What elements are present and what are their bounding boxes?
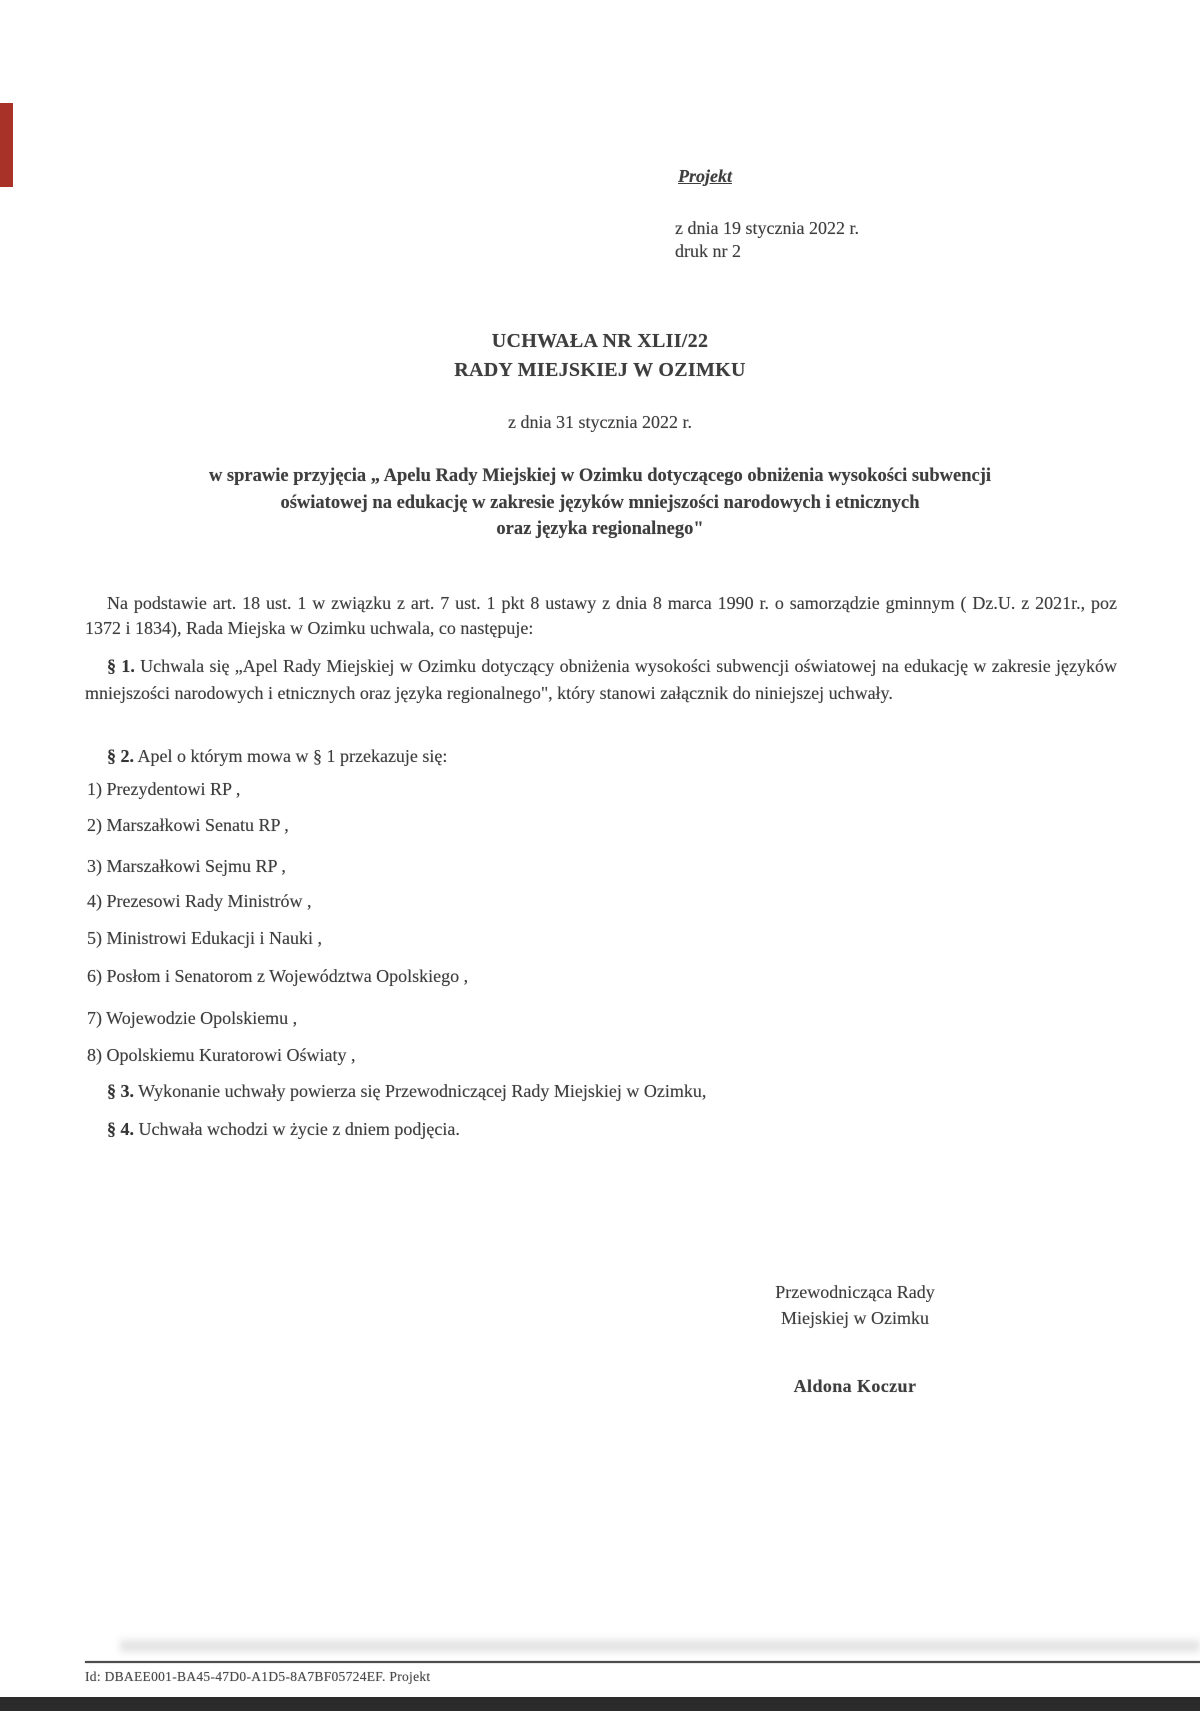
paragraph-4 xyxy=(85,1116,1117,1142)
footer-divider xyxy=(85,1661,1200,1663)
legal-basis-paragraph: Na podstawie art. 18 ust. 1 w związku z art. 7 ust. 1 pkt 8 ustawy z dnia 8 marca 1990 r. o samorządzie gminnym ( Dz.U. z 2021r., poz 1372 i 1834), Rada Miejska w Ozimku uchwala, co następuje: xyxy=(85,593,1117,638)
resolution-title xyxy=(0,327,1200,385)
section-3-text: Wykonanie uchwały powierza się Przewodniczącej Rady Miejskiej w Ozimku, xyxy=(134,1081,707,1101)
projekt-date: z dnia 19 stycznia 2022 r. xyxy=(675,218,859,238)
section-1-label: § 1. xyxy=(107,656,135,676)
signature-role-line: Miejskiej w Ozimku xyxy=(781,1308,929,1328)
bottom-scan-bar xyxy=(0,1697,1200,1711)
footer-id: Id: DBAEE001-BA45-47D0-A1D5-8A7BF05724EF. Projekt xyxy=(85,1669,431,1684)
section-3-label: § 3. xyxy=(107,1081,134,1101)
council-name: RADY MIEJSKIEJ W OZIMKU xyxy=(454,359,746,381)
recipient-item-7: 7) Wojewodzie Opolskiemu , xyxy=(87,1008,298,1028)
subject-line: oraz języka regionalnego" xyxy=(496,519,704,539)
recipient-item-8: 8) Opolskiemu Kuratorowi Oświaty , xyxy=(87,1045,356,1065)
signature-name: Aldona Koczur xyxy=(793,1376,917,1396)
scan-artifact xyxy=(120,1640,1200,1652)
recipient-item-6: 6) Posłom i Senatorom z Województwa Opolskiego , xyxy=(87,966,469,986)
paragraph-3 xyxy=(85,1078,1117,1104)
recipient-item-1: 1) Prezydentowi RP , xyxy=(87,779,241,799)
recipient-item-5: 5) Ministrowi Edukacji i Nauki , xyxy=(87,928,322,948)
projekt-label: Projekt xyxy=(678,166,732,186)
section-2-text: Apel o którym mowa w § 1 przekazuje się: xyxy=(134,746,448,766)
signature-role xyxy=(695,1279,1015,1331)
resolution-date: z dnia 31 stycznia 2022 r. xyxy=(508,412,692,432)
recipient-item-2: 2) Marszałkowi Senatu RP , xyxy=(87,815,289,835)
signature-role-line: Przewodnicząca Rady xyxy=(775,1282,935,1302)
paragraph-1 xyxy=(85,653,1117,707)
subject-line: w sprawie przyjęcia „ Apelu Rady Miejskiej w Ozimku dotyczącego obniżenia wysokości subwencji xyxy=(208,466,992,486)
red-edge-strip xyxy=(0,103,13,187)
section-2-label: § 2. xyxy=(107,746,134,766)
recipient-item-4: 4) Prezesowi Rady Ministrów , xyxy=(87,891,312,911)
section-4-text: Uchwała wchodzi w życie z dniem podjęcia. xyxy=(134,1119,460,1139)
subject-line: oświatowej na edukację w zakresie języków mniejszości narodowych i etnicznych xyxy=(280,492,920,513)
resolution-number: UCHWAŁA NR XLII/22 xyxy=(491,330,709,352)
recipient-item-3: 3) Marszałkowi Sejmu RP , xyxy=(87,856,286,876)
paragraph-2 xyxy=(85,743,1117,769)
druk-number: druk nr 2 xyxy=(675,241,741,261)
section-1-text: Uchwala się „Apel Rady Miejskiej w Ozimku dotyczący obniżenia wysokości subwencji oświatowej na edukację w zakresie języków mniejszości narodowych i etnicznych oraz języka regionalnego", który stanowi załącznik do niniejszej uchwały. xyxy=(85,656,1117,703)
subject-heading xyxy=(100,463,1100,543)
section-4-label: § 4. xyxy=(107,1119,134,1139)
